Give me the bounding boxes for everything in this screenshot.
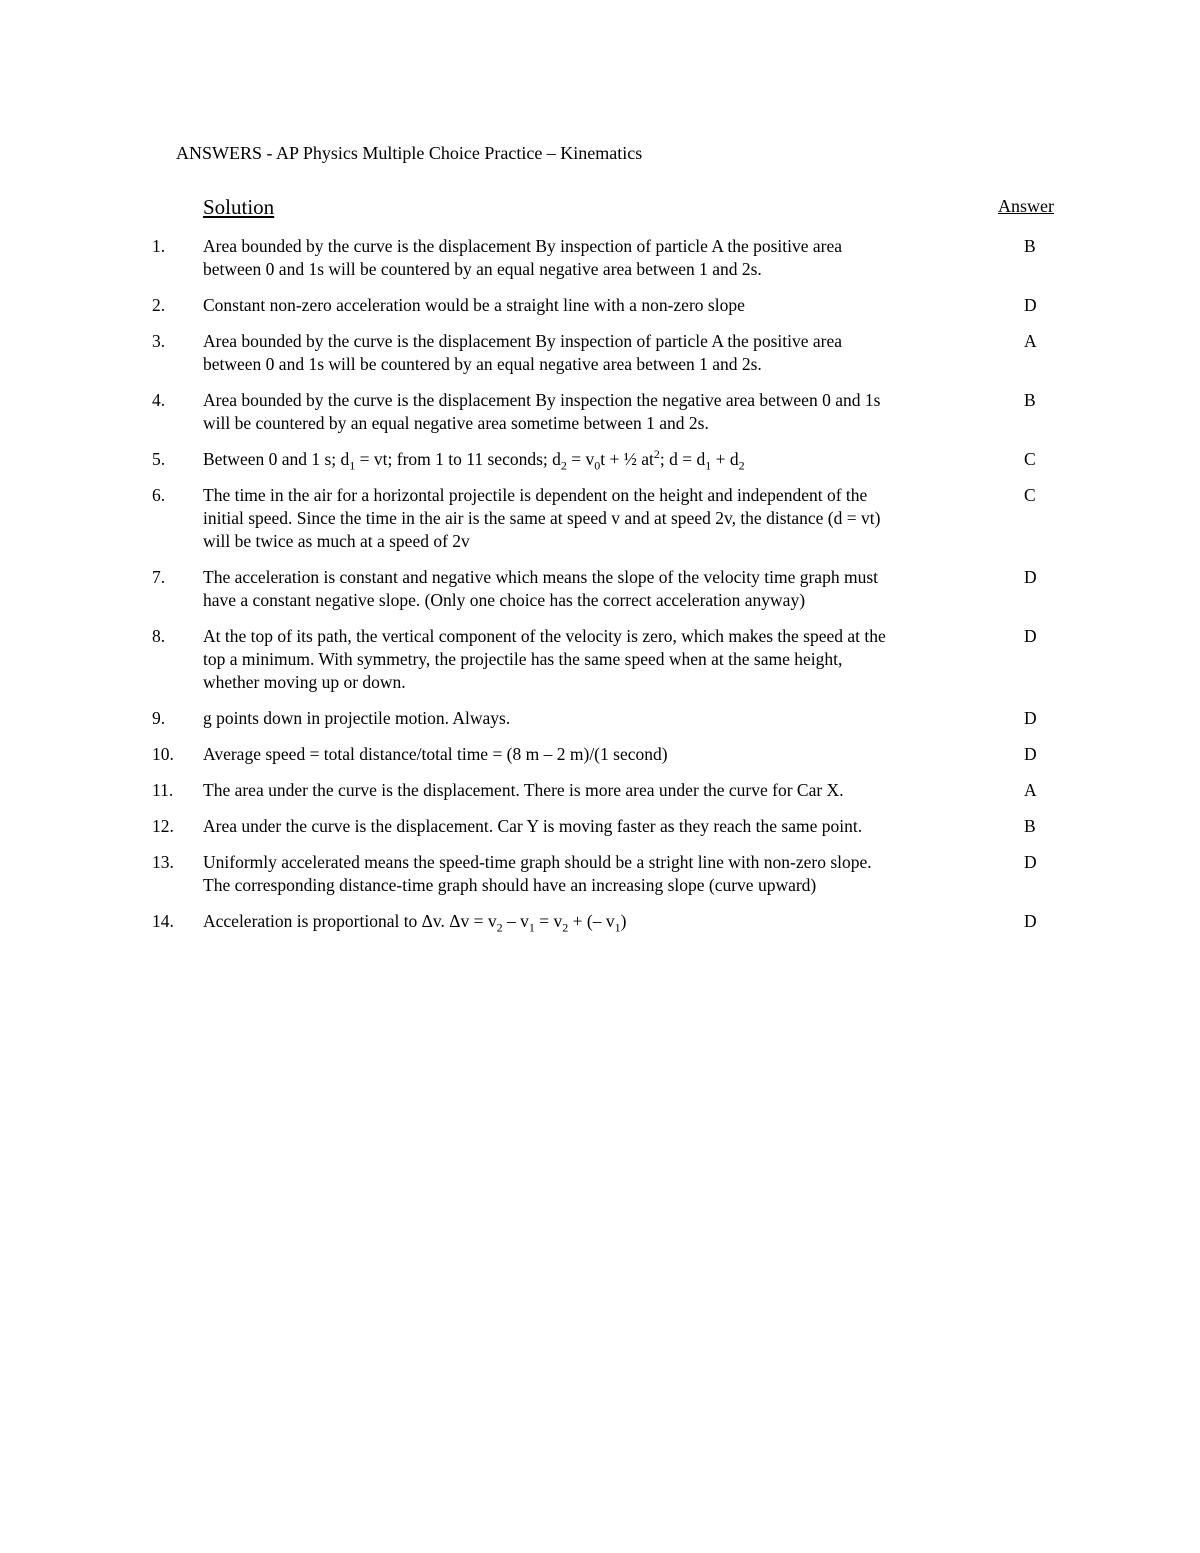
solution-line: top a minimum. With symmetry, the projectile has the same speed when at the same height, [203,649,843,669]
item-solution [203,910,978,933]
formula-subscript: 2 [496,920,503,935]
item-answer: D [1024,911,1037,931]
solution-line: At the top of its path, the vertical component of the velocity is zero, which makes the speed at the [203,626,886,646]
formula-text: t + ½ at [600,449,654,469]
item-number: 4. [152,390,166,410]
solution-line: Area bounded by the curve is the displacement By inspection the negative area between 0 and 1s [203,390,881,410]
solution-line: initial speed. Since the time in the air is the same at speed v and at speed 2v, the distance (d = vt) [203,508,881,528]
answer-item [150,707,1070,730]
item-answer: D [1024,626,1037,646]
item-answer: A [1024,331,1037,351]
solution-line: The acceleration is constant and negative which means the slope of the velocity time graph must [203,567,878,587]
item-number: 6. [152,485,166,505]
item-answer: D [1024,744,1037,764]
item-number: 2. [152,295,166,315]
item-answer: B [1024,816,1036,836]
formula-subscript: 2 [560,458,567,473]
answer-item [150,566,1070,612]
formula-text: Between 0 and 1 s; d [203,449,350,469]
formula-subscript: 1 [705,458,712,473]
item-answer: B [1024,236,1036,256]
answer-item [150,448,1070,471]
page-title: ANSWERS - AP Physics Multiple Choice Practice – Kinematics [176,143,643,163]
answer-item [150,815,1070,838]
solution-line: The corresponding distance-time graph should have an increasing slope (curve upward) [203,875,817,895]
solution-line: Constant non-zero acceleration would be a straight line with a non-zero slope [203,295,745,315]
answer-item [150,851,1070,897]
solution-line: Uniformly accelerated means the speed-time graph should be a stright line with non-zero slope. [203,852,872,872]
solution-formula [203,910,978,933]
solution-line: whether moving up or down. [203,672,406,692]
formula-text: ) [620,911,627,931]
item-number: 1. [152,236,166,256]
item-answer: B [1024,390,1036,410]
solution-line: will be twice as much at a speed of 2v [203,531,470,551]
item-solution [203,815,978,838]
solution-line: Area bounded by the curve is the displacement By inspection of particle A the positive area [203,236,843,256]
item-answer: D [1024,295,1037,315]
solution-formula [203,448,978,471]
item-number: 10. [152,744,174,764]
item-answer: D [1024,852,1037,872]
item-number: 8. [152,626,166,646]
item-solution [203,625,978,694]
item-answer: C [1024,485,1036,505]
answer-item [150,910,1070,933]
item-number: 12. [152,816,174,836]
formula-subscript: 0 [594,458,601,473]
solution-line: Average speed = total distance/total time = (8 m – 2 m)/(1 second) [203,744,668,764]
formula-superscript: 2 [653,447,660,462]
item-solution [203,330,978,376]
item-number: 7. [152,567,166,587]
item-solution [203,484,978,553]
answer-item [150,625,1070,694]
item-solution [203,566,978,612]
answer-column-header: Answer [998,196,1054,216]
item-answer: D [1024,708,1037,728]
formula-text: Acceleration is proportional to Δv. Δv = v [203,911,497,931]
item-solution [203,389,978,435]
solution-line: between 0 and 1s will be countered by an equal negative area between 1 and 2s. [203,259,762,279]
answer-item [150,235,1070,281]
formula-text: + (– v [568,911,615,931]
solution-line: will be countered by an equal negative area sometime between 1 and 2s. [203,413,709,433]
answer-item [150,743,1070,766]
item-number: 11. [152,780,174,800]
item-answer: C [1024,449,1036,469]
solution-column-header: Solution [203,195,275,219]
formula-text: = v [534,911,563,931]
formula-text: + d [711,449,739,469]
item-number: 5. [152,449,166,469]
formula-text: = v [566,449,595,469]
item-solution [203,235,978,281]
item-answer: A [1024,780,1037,800]
formula-subscript: 2 [562,920,569,935]
item-solution [203,707,978,730]
formula-subscript: 1 [349,458,356,473]
solution-line: Area bounded by the curve is the displacement By inspection of particle A the positive area [203,331,843,351]
item-solution [203,294,978,317]
answer-item [150,294,1070,317]
item-solution [203,743,978,766]
item-solution [203,851,978,897]
solution-line: The area under the curve is the displacement. There is more area under the curve for Car X. [203,780,844,800]
formula-subscript: 1 [528,920,535,935]
item-solution [203,779,978,802]
item-number: 13. [152,852,174,872]
item-number: 9. [152,708,166,728]
formula-text: ; d = d [659,449,706,469]
solution-line: The time in the air for a horizontal projectile is dependent on the height and independent of the [203,485,868,505]
solution-line: g points down in projectile motion. Always. [203,708,511,728]
formula-text: = vt; from 1 to 11 seconds; d [355,449,561,469]
solution-line: have a constant negative slope. (Only one choice has the correct acceleration anyway) [203,590,806,610]
item-number: 3. [152,331,166,351]
formula-subscript: 2 [738,458,745,473]
formula-subscript: 1 [614,920,621,935]
solution-line: Area under the curve is the displacement. Car Y is moving faster as they reach the same point. [203,816,863,836]
solution-line: between 0 and 1s will be countered by an equal negative area between 1 and 2s. [203,354,762,374]
answer-item [150,484,1070,553]
answer-list [150,235,1070,946]
item-solution [203,448,978,471]
item-number: 14. [152,911,174,931]
answer-item [150,330,1070,376]
item-answer: D [1024,567,1037,587]
answer-item [150,389,1070,435]
answer-item [150,779,1070,802]
formula-text: – v [502,911,529,931]
